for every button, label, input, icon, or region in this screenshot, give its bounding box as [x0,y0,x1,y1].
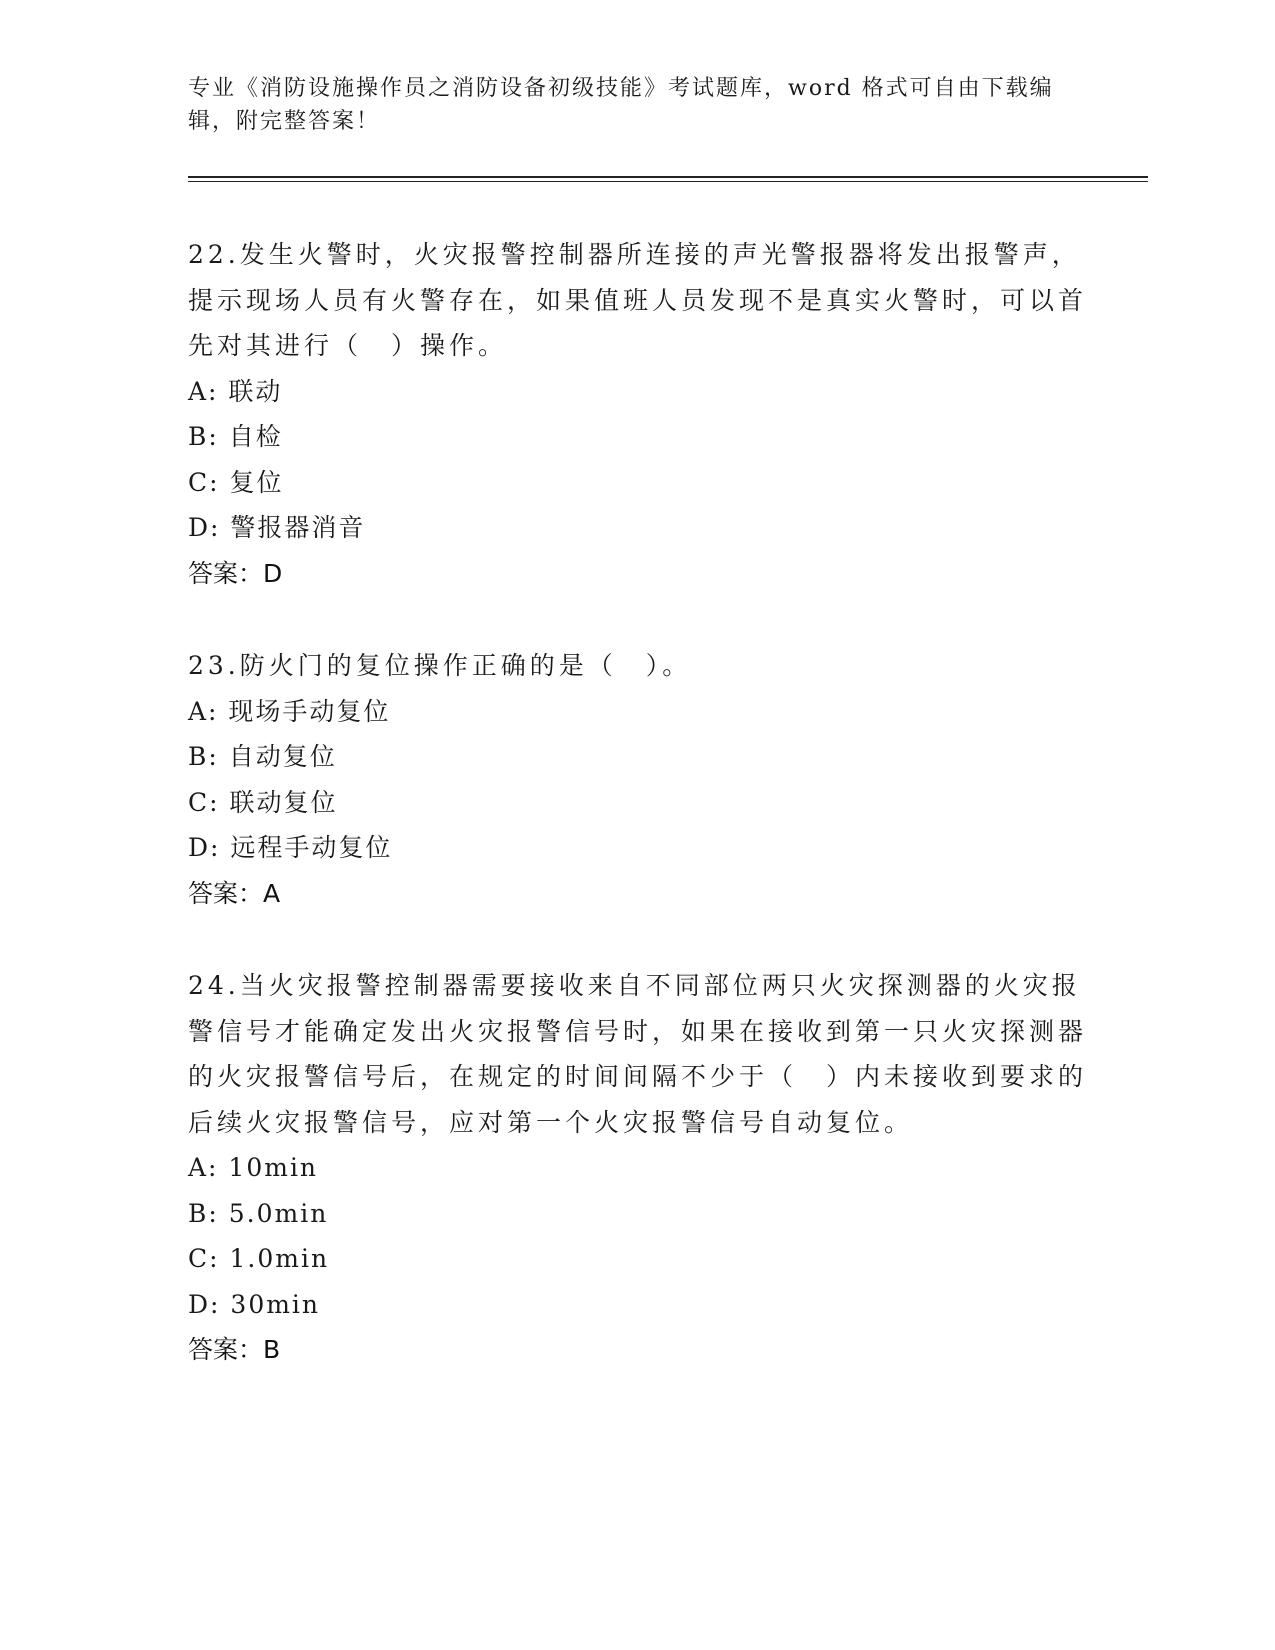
question-24 [188,963,1088,1373]
answer-line: 答案：B [188,1335,281,1364]
header-divider-thin [188,181,1148,182]
option-d: D: 30min [188,1289,321,1319]
option-d: D: 远程手动复位 [188,833,393,862]
question-stem: 24.当火灾报警控制器需要接收来自不同部位两只火灾探测器的火灾报警信号才能确定发出火灾报警信号时，如果在接收到第一只火灾探测器的火灾报警信号后，在规定的时间间隔不少于（ ）内未接收到要求的后续火灾报警信号，应对第一个火灾报警信号自动复位。 [188,971,1088,1137]
option-c: C: 1.0min [188,1244,330,1273]
option-b: B: 自动复位 [188,742,337,771]
header-divider-thick [188,176,1148,178]
option-c: C: 复位 [188,467,284,497]
option-a: A: 联动 [188,376,283,406]
question-22 [188,232,1088,596]
question-stem: 23.防火门的复位操作正确的是（ ）。 [188,651,692,680]
option-a: A: 现场手动复位 [188,696,391,726]
option-c: C: 联动复位 [188,787,338,817]
option-b: B: 5.0min [188,1198,329,1228]
option-b: B: 自检 [188,422,283,451]
answer-line: 答案：A [188,878,281,908]
option-d: D: 警报器消音 [188,513,366,542]
answer-line: 答案：D [188,558,283,588]
question-23 [188,643,1088,916]
question-stem: 22.发生火警时，火灾报警控制器所连接的声光警报器将发出报警声，提示现场人员有火警存在，如果值班人员发现不是真实火警时，可以首先对其进行（ ）操作。 [188,240,1088,360]
document-header: 专业《消防设施操作员之消防设备初级技能》考试题库，word 格式可自由下载编辑，附完整答案！ [188,76,1054,134]
option-a: A: 10min [188,1153,319,1182]
